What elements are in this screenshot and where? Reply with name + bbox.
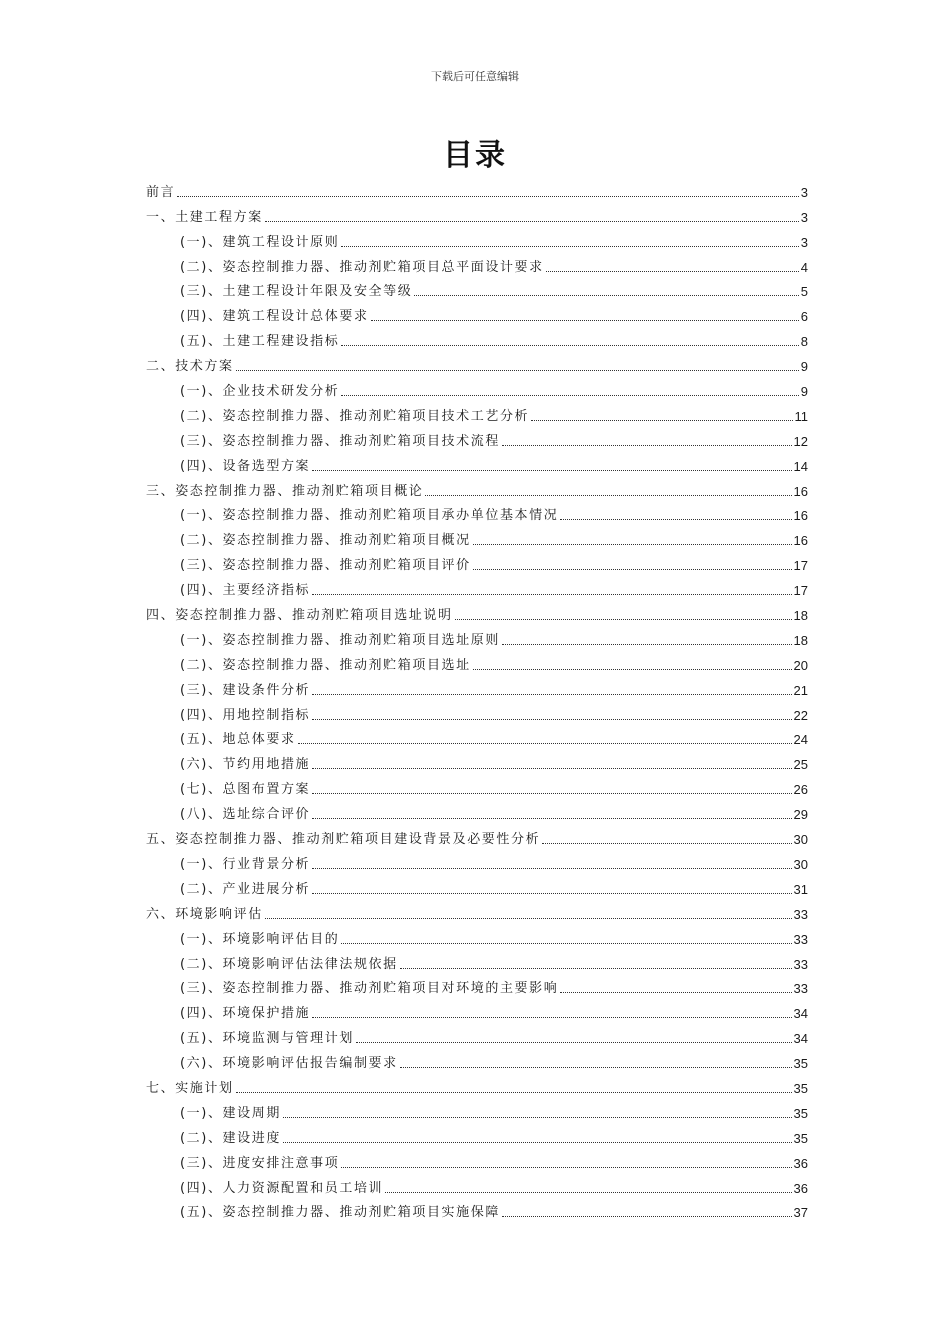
toc-page-number: 6 <box>800 309 808 325</box>
toc-page-number: 36 <box>793 1155 808 1171</box>
toc-dot-leader <box>502 1216 792 1217</box>
toc-page-number: 16 <box>793 533 808 549</box>
toc-dot-leader <box>312 793 791 794</box>
toc-dot-leader <box>236 370 799 371</box>
toc-dot-leader <box>312 470 791 471</box>
toc-page-number: 35 <box>793 1130 808 1146</box>
toc-entry-text: 三、姿态控制推力器、推动剂贮箱项目概论 <box>146 483 424 499</box>
toc-page-number: 17 <box>793 558 808 574</box>
toc-dot-leader <box>356 1042 792 1043</box>
toc-page-number: 20 <box>793 657 808 673</box>
toc-page-number: 12 <box>793 433 808 449</box>
toc-entry[interactable] <box>146 1072 808 1097</box>
toc-entry-text: 二、技术方案 <box>146 359 234 375</box>
toc-entry[interactable] <box>146 1197 808 1222</box>
toc-dot-leader <box>312 594 791 595</box>
toc-dot-leader <box>341 1167 791 1168</box>
toc-dot-leader <box>473 569 792 570</box>
toc-entry[interactable] <box>146 300 808 325</box>
toc-entry[interactable] <box>146 748 808 773</box>
toc-page-number: 33 <box>793 956 808 972</box>
toc-dot-leader <box>502 644 792 645</box>
toc-page-number: 33 <box>793 981 808 997</box>
toc-entry[interactable] <box>146 425 808 450</box>
toc-dot-leader <box>312 768 791 769</box>
toc-entry-text: (二)、姿态控制推力器、推动剂贮箱项目选址 <box>180 657 471 673</box>
toc-entry[interactable] <box>146 375 808 400</box>
toc-dot-leader <box>560 519 791 520</box>
toc-entry[interactable] <box>146 1022 808 1047</box>
toc-page-number: 25 <box>793 757 808 773</box>
toc-entry[interactable] <box>146 848 808 873</box>
toc-entry-text: (二)、姿态控制推力器、推动剂贮箱项目总平面设计要求 <box>180 259 544 275</box>
toc-page-number: 9 <box>800 359 808 375</box>
toc-entry[interactable] <box>146 400 808 425</box>
toc-entry[interactable] <box>146 574 808 599</box>
toc-dot-leader <box>312 818 791 819</box>
toc-page-number: 18 <box>793 632 808 648</box>
toc-dot-leader <box>542 843 791 844</box>
toc-dot-leader <box>455 619 792 620</box>
toc-dot-leader <box>341 345 798 346</box>
toc-entry-text: (一)、建筑工程设计原则 <box>180 234 340 250</box>
toc-entry[interactable] <box>146 873 808 898</box>
toc-entry-text: (三)、建设条件分析 <box>180 682 311 698</box>
toc-entry[interactable] <box>146 276 808 301</box>
toc-entry[interactable] <box>146 500 808 525</box>
toc-entry[interactable] <box>146 176 808 201</box>
toc-entry[interactable] <box>146 724 808 749</box>
toc-entry-text: 一、土建工程方案 <box>146 209 263 225</box>
toc-entry[interactable] <box>146 201 808 226</box>
toc-entry[interactable] <box>146 823 808 848</box>
toc-entry-text: 六、环境影响评估 <box>146 906 263 922</box>
toc-dot-leader <box>341 246 798 247</box>
toc-dot-leader <box>546 271 799 272</box>
toc-entry-text: (五)、环境监测与管理计划 <box>180 1031 354 1047</box>
toc-entry[interactable] <box>146 1122 808 1147</box>
toc-entry[interactable] <box>146 649 808 674</box>
toc-dot-leader <box>236 1092 792 1093</box>
toc-page-number: 5 <box>800 284 808 300</box>
toc-entry[interactable] <box>146 1172 808 1197</box>
toc-dot-leader <box>312 1017 791 1018</box>
toc-page-number: 8 <box>800 334 808 350</box>
toc-dot-leader <box>385 1192 791 1193</box>
toc-entry-text: (二)、产业进展分析 <box>180 881 311 897</box>
toc-list <box>146 176 808 1221</box>
toc-dot-leader <box>425 495 791 496</box>
toc-page-number: 16 <box>793 508 808 524</box>
toc-entry[interactable] <box>146 475 808 500</box>
toc-dot-leader <box>312 893 791 894</box>
toc-entry-text: (七)、总图布置方案 <box>180 782 311 798</box>
toc-entry-text: (三)、进度安排注意事项 <box>180 1155 340 1171</box>
toc-dot-leader <box>265 221 799 222</box>
toc-page-number: 14 <box>793 458 808 474</box>
toc-entry[interactable] <box>146 973 808 998</box>
toc-entry-text: (一)、姿态控制推力器、推动剂贮箱项目选址原则 <box>180 632 500 648</box>
toc-entry-text: (一)、环境影响评估目的 <box>180 931 340 947</box>
toc-entry-text: (四)、环境保护措施 <box>180 1006 311 1022</box>
toc-entry[interactable] <box>146 524 808 549</box>
toc-dot-leader <box>400 1067 792 1068</box>
toc-entry-text: (四)、用地控制指标 <box>180 707 311 723</box>
toc-dot-leader <box>371 320 799 321</box>
toc-entry[interactable] <box>146 1147 808 1172</box>
toc-page-number: 3 <box>800 234 808 250</box>
toc-page-number: 31 <box>793 881 808 897</box>
toc-page-number: 3 <box>800 209 808 225</box>
toc-page-number: 18 <box>793 608 808 624</box>
toc-page-number: 9 <box>800 384 808 400</box>
toc-entry-text: (一)、行业背景分析 <box>180 856 311 872</box>
toc-entry[interactable] <box>146 226 808 251</box>
toc-page-number: 22 <box>793 707 808 723</box>
toc-page-number: 24 <box>793 732 808 748</box>
toc-entry-text: (三)、姿态控制推力器、推动剂贮箱项目技术流程 <box>180 433 500 449</box>
toc-dot-leader <box>560 992 791 993</box>
toc-dot-leader <box>414 295 798 296</box>
toc-entry-text: 前言 <box>146 184 176 200</box>
toc-dot-leader <box>312 694 791 695</box>
toc-dot-leader <box>502 445 792 446</box>
toc-page-number: 34 <box>793 1006 808 1022</box>
toc-dot-leader <box>341 395 798 396</box>
toc-entry[interactable] <box>146 699 808 724</box>
toc-page-number: 29 <box>793 807 808 823</box>
toc-dot-leader <box>283 1117 792 1118</box>
toc-entry[interactable] <box>146 948 808 973</box>
toc-entry[interactable] <box>146 773 808 798</box>
toc-page-number: 30 <box>793 856 808 872</box>
toc-dot-leader <box>400 968 792 969</box>
toc-page-number: 16 <box>793 483 808 499</box>
toc-entry-text: (八)、选址综合评价 <box>180 807 311 823</box>
toc-dot-leader <box>312 868 791 869</box>
toc-page-number: 11 <box>794 408 808 424</box>
toc-entry-text: (六)、环境影响评估报告编制要求 <box>180 1056 398 1072</box>
toc-page-number: 35 <box>793 1105 808 1121</box>
toc-entry[interactable] <box>146 549 808 574</box>
toc-entry[interactable] <box>146 674 808 699</box>
toc-page-number: 34 <box>793 1031 808 1047</box>
toc-dot-leader <box>283 1142 792 1143</box>
toc-entry[interactable] <box>146 450 808 475</box>
toc-entry[interactable] <box>146 1047 808 1072</box>
toc-entry-text: (二)、环境影响评估法律法规依据 <box>180 956 398 972</box>
toc-dot-leader <box>531 420 792 421</box>
toc-entry-text: (四)、设备选型方案 <box>180 458 311 474</box>
toc-entry[interactable] <box>146 251 808 276</box>
toc-page-number: 33 <box>793 906 808 922</box>
toc-entry[interactable] <box>146 599 808 624</box>
toc-dot-leader <box>473 669 792 670</box>
toc-entry-text: (二)、建设进度 <box>180 1130 281 1146</box>
toc-entry-text: 五、姿态控制推力器、推动剂贮箱项目建设背景及必要性分析 <box>146 832 541 848</box>
toc-entry-text: (三)、姿态控制推力器、推动剂贮箱项目对环境的主要影响 <box>180 981 559 997</box>
toc-entry-text: (二)、姿态控制推力器、推动剂贮箱项目概况 <box>180 533 471 549</box>
toc-dot-leader <box>265 918 792 919</box>
toc-entry-text: 七、实施计划 <box>146 1080 234 1096</box>
toc-entry[interactable] <box>146 350 808 375</box>
toc-page-number: 4 <box>800 259 808 275</box>
toc-page-number: 26 <box>793 782 808 798</box>
toc-entry-text: (四)、建筑工程设计总体要求 <box>180 309 369 325</box>
toc-dot-leader <box>298 743 792 744</box>
toc-entry[interactable] <box>146 325 808 350</box>
toc-page-number: 35 <box>793 1080 808 1096</box>
header-note: 下载后可任意编辑 <box>431 70 519 83</box>
toc-page-number: 35 <box>793 1056 808 1072</box>
toc-entry-text: (一)、企业技术研发分析 <box>180 384 340 400</box>
toc-entry-text: (五)、地总体要求 <box>180 732 296 748</box>
toc-entry-text: (二)、姿态控制推力器、推动剂贮箱项目技术工艺分析 <box>180 408 530 424</box>
toc-page-number: 33 <box>793 931 808 947</box>
toc-entry[interactable] <box>146 997 808 1022</box>
toc-entry[interactable] <box>146 923 808 948</box>
toc-entry-text: (四)、主要经济指标 <box>180 583 311 599</box>
toc-page-number: 21 <box>793 682 808 698</box>
toc-page-number: 37 <box>793 1205 808 1221</box>
toc-title: 目录 <box>443 138 507 173</box>
toc-entry[interactable] <box>146 1097 808 1122</box>
toc-page-number: 17 <box>793 583 808 599</box>
toc-page-number: 30 <box>793 832 808 848</box>
toc-entry-text: (三)、姿态控制推力器、推动剂贮箱项目评价 <box>180 558 471 574</box>
toc-entry-text: (五)、土建工程建设指标 <box>180 334 340 350</box>
toc-entry-text: (一)、建设周期 <box>180 1105 281 1121</box>
toc-page-number: 36 <box>793 1180 808 1196</box>
toc-dot-leader <box>473 544 792 545</box>
toc-page-number: 3 <box>800 184 808 200</box>
toc-dot-leader <box>341 943 791 944</box>
toc-dot-leader <box>177 196 799 197</box>
toc-entry-text: (五)、姿态控制推力器、推动剂贮箱项目实施保障 <box>180 1205 500 1221</box>
toc-entry-text: (三)、土建工程设计年限及安全等级 <box>180 284 413 300</box>
toc-entry-text: 四、姿态控制推力器、推动剂贮箱项目选址说明 <box>146 608 453 624</box>
toc-dot-leader <box>312 719 791 720</box>
toc-entry[interactable] <box>146 798 808 823</box>
toc-entry[interactable] <box>146 624 808 649</box>
toc-entry-text: (四)、人力资源配置和员工培训 <box>180 1180 384 1196</box>
toc-entry[interactable] <box>146 898 808 923</box>
toc-entry-text: (一)、姿态控制推力器、推动剂贮箱项目承办单位基本情况 <box>180 508 559 524</box>
toc-entry-text: (六)、节约用地措施 <box>180 757 311 773</box>
